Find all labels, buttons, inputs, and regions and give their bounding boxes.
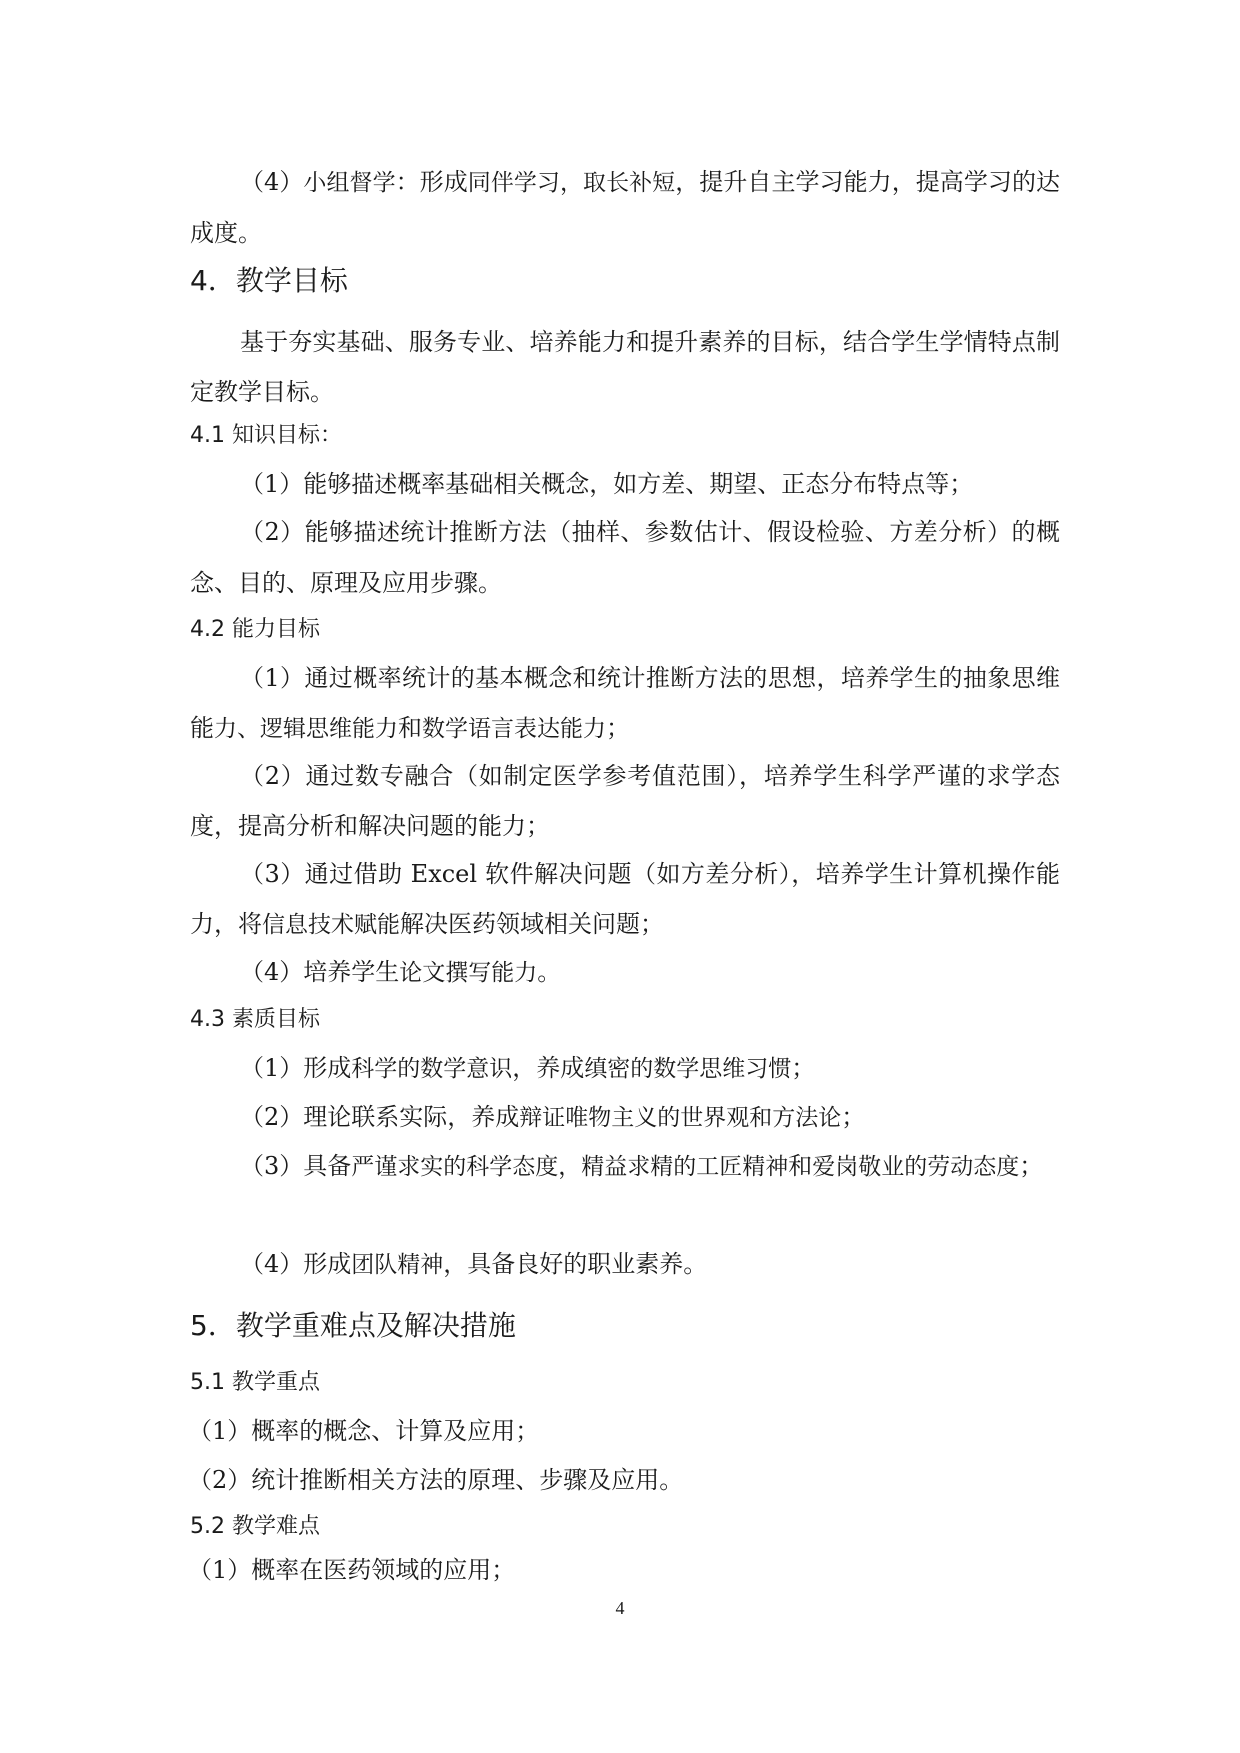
emphasis: 小组督学 — [303, 170, 396, 196]
ability-goal-4: （4）培养学生论文撰写能力。 — [240, 958, 562, 986]
emphasis: 描述 — [351, 472, 398, 498]
section-heading-key-points: 5．教学重难点及解决措施 — [190, 1309, 516, 1342]
emphasis: 论文撰写能力 — [399, 960, 538, 986]
subheading-teaching-focus: 5.1 教学重点 — [190, 1370, 320, 1395]
emphasis: 描述 — [353, 520, 401, 546]
ability-goal-2: （2）通过数专融合（如制定医学参考值范围），培养学生科学严谨的求学态度，提高分析和解决问题的能力； — [190, 762, 1060, 840]
section-heading-goals: 4．教学目标 — [190, 264, 348, 297]
emphasis: 爱岗敬业的劳动态度 — [812, 1154, 1020, 1180]
quality-goal-4: （4）形成团队精神，具备良好的职业素养。 — [240, 1250, 708, 1278]
emphasis: 信息技术赋能 — [262, 912, 400, 938]
subheading-knowledge-goals: 4.1 知识目标： — [190, 423, 342, 448]
subheading-ability-goals: 4.2 能力目标 — [190, 617, 320, 642]
ability-goal-3: （3）通过借助 Excel 软件解决问题（如方差分析），培养学生计算机操作能力，将信息技术赋能解决医药领域相关问题； — [190, 860, 1060, 938]
focus-item-2: （2）统计推断相关方法的原理、步骤及应用。 — [188, 1466, 684, 1494]
group-study-paragraph: （4）小组督学：形成同伴学习，取长补短，提升自主学习能力，提高学习的达成度。 — [190, 168, 1061, 247]
ability-goal-1: （1）通过概率统计的基本概念和统计推断方法的思想，培养学生的抽象思维能力、逻辑思维能力和数学语言表达能力； — [190, 664, 1060, 742]
knowledge-goal-2: （2）能够描述统计推断方法（抽样、参数估计、假设检验、方差分析）的概念、目的、原理及应用步骤。 — [190, 518, 1061, 597]
focus-item-1: （1）概率的概念、计算及应用； — [188, 1417, 540, 1445]
quality-goal-3: （3）具备严谨求实的科学态度，精益求精的工匠精神和爱岗敬业的劳动态度； — [240, 1152, 1044, 1180]
difficulty-item-1: （1）概率在医药领域的应用； — [188, 1556, 516, 1584]
page-number: 4 — [615, 1598, 625, 1618]
knowledge-goal-1: （1）能够描述概率基础相关概念，如方差、期望、正态分布特点等； — [240, 470, 974, 498]
emphasis: 缜密的数学思维习惯 — [584, 1056, 792, 1082]
quality-goal-2: （2）理论联系实际，养成辩证唯物主义的世界观和方法论； — [240, 1103, 866, 1131]
emphasis: 同伴学习，取长补短 — [467, 170, 676, 196]
subheading-teaching-difficulty: 5.2 教学难点 — [190, 1514, 320, 1539]
emphasis: 严谨求实的科学态度，精益求精的工匠精神 — [351, 1154, 789, 1180]
emphasis: 科学的数学意识 — [351, 1056, 513, 1082]
emphasis: 力、逻辑思维能力 — [214, 716, 398, 742]
emphasis: 数学语言表达能力 — [422, 716, 606, 742]
emphasis: 辩证唯物主义的世界观和方法论 — [519, 1105, 842, 1131]
goals-intro-paragraph: 基于夯实基础、服务专业、培养能力和提升素养的目标，结合学生学情特点制定教学目标。 — [190, 328, 1060, 406]
quality-goal-1: （1）形成科学的数学意识，养成缜密的数学思维习惯； — [240, 1054, 816, 1082]
emphasis: 团队精神 — [351, 1252, 444, 1278]
subheading-quality-goals: 4.3 素质目标 — [190, 1007, 320, 1032]
